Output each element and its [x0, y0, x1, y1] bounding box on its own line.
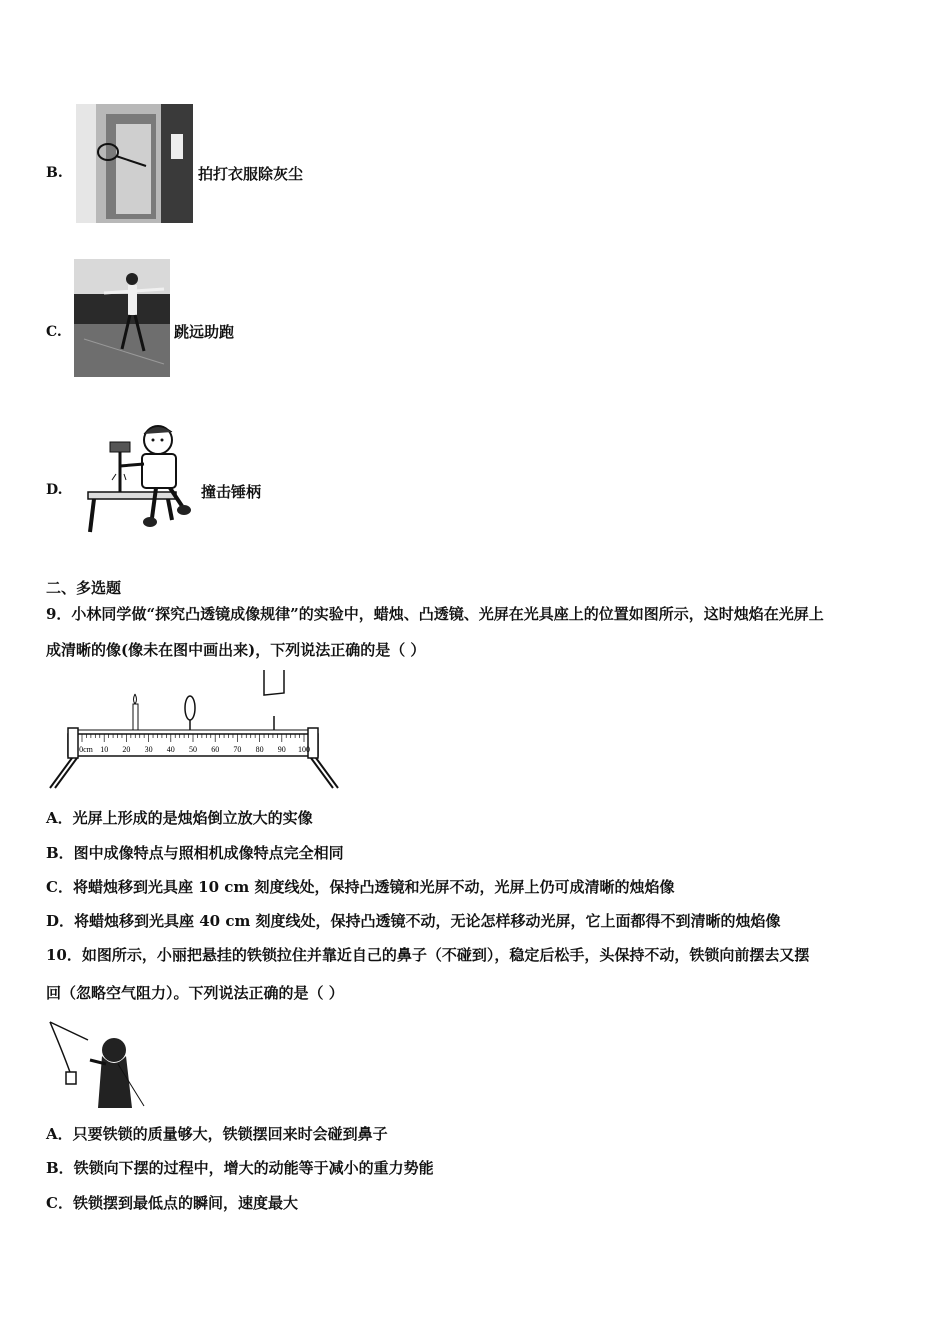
- q10-option-c: C．铁锁摆到最低点的瞬间，速度最大: [46, 1194, 298, 1212]
- ruler-label: 40: [166, 745, 175, 754]
- option-b-caption: 拍打衣服除灰尘: [198, 165, 304, 183]
- option-c-letter: C.: [46, 324, 62, 340]
- ruler-label: 0cm: [79, 745, 93, 754]
- q10-option-a: A．只要铁锁的质量够大，铁锁摆回来时会碰到鼻子: [46, 1125, 388, 1143]
- q9-option-c: C．将蜡烛移到光具座 10 cm 刻度线处，保持凸透镜和光屏不动，光屏上仍可成清晰的烛焰像: [46, 878, 675, 896]
- ruler-label: 30: [144, 745, 153, 754]
- ruler-label: 50: [189, 745, 197, 754]
- q9-option-a: A．光屏上形成的是烛焰倒立放大的实像: [46, 809, 313, 827]
- ruler-label: 70: [233, 745, 242, 754]
- option-d-letter: D.: [46, 482, 63, 498]
- iron-lock: [66, 1072, 76, 1084]
- convex-lens: [185, 696, 195, 720]
- candle: [133, 704, 138, 730]
- ruler-label: 20: [122, 745, 131, 754]
- ruler-label: 90: [277, 745, 286, 754]
- ruler-label: 10: [100, 745, 109, 754]
- q9-option-b: B．图中成像特点与照相机成像特点完全相同: [46, 844, 344, 862]
- q10-stem-line2: 回（忽略空气阻力）。下列说法正确的是（ ）: [46, 984, 344, 1002]
- long-jump-photo: [74, 259, 170, 377]
- q10-option-b: B．铁锁向下摆的过程中，增大的动能等于减小的重力势能: [46, 1159, 434, 1177]
- q9-stem-line1: 9．小林同学做“探究凸透镜成像规律”的实验中，蜡烛、凸透镜、光屏在光具座上的位置如图所示，这时烛焰在光屏上: [46, 605, 824, 623]
- q9-option-d: D．将蜡烛移到光具座 40 cm 刻度线处，保持凸透镜不动，无论怎样移动光屏，它上面都得不到清晰的烛焰像: [46, 912, 781, 930]
- beating-clothes-photo: [76, 104, 193, 223]
- optical-bench-diagram: [46, 670, 346, 792]
- section-title: 二、多选题: [46, 579, 122, 597]
- q10-stem-line1: 10．如图所示，小丽把悬挂的铁锁拉住并靠近自己的鼻子（不碰到），稳定后松手，头保持不动，铁锁向前摆去又摆: [46, 946, 810, 964]
- option-b-letter: B.: [46, 165, 63, 181]
- candle-flame: [134, 694, 137, 704]
- ruler-label: 80: [255, 745, 264, 754]
- option-c-caption: 跳远助跑: [174, 323, 235, 341]
- pendulum-lock-figure: [48, 1020, 152, 1112]
- q9-stem-line2: 成清晰的像(像未在图中画出来)，下列说法正确的是（ ）: [46, 641, 426, 659]
- ruler-label: 100: [298, 745, 310, 754]
- ruler-label: 60: [211, 745, 220, 754]
- option-d-caption: 撞击锤柄: [201, 483, 262, 501]
- hammer-handle-cartoon: [76, 420, 196, 538]
- light-screen: [264, 670, 284, 695]
